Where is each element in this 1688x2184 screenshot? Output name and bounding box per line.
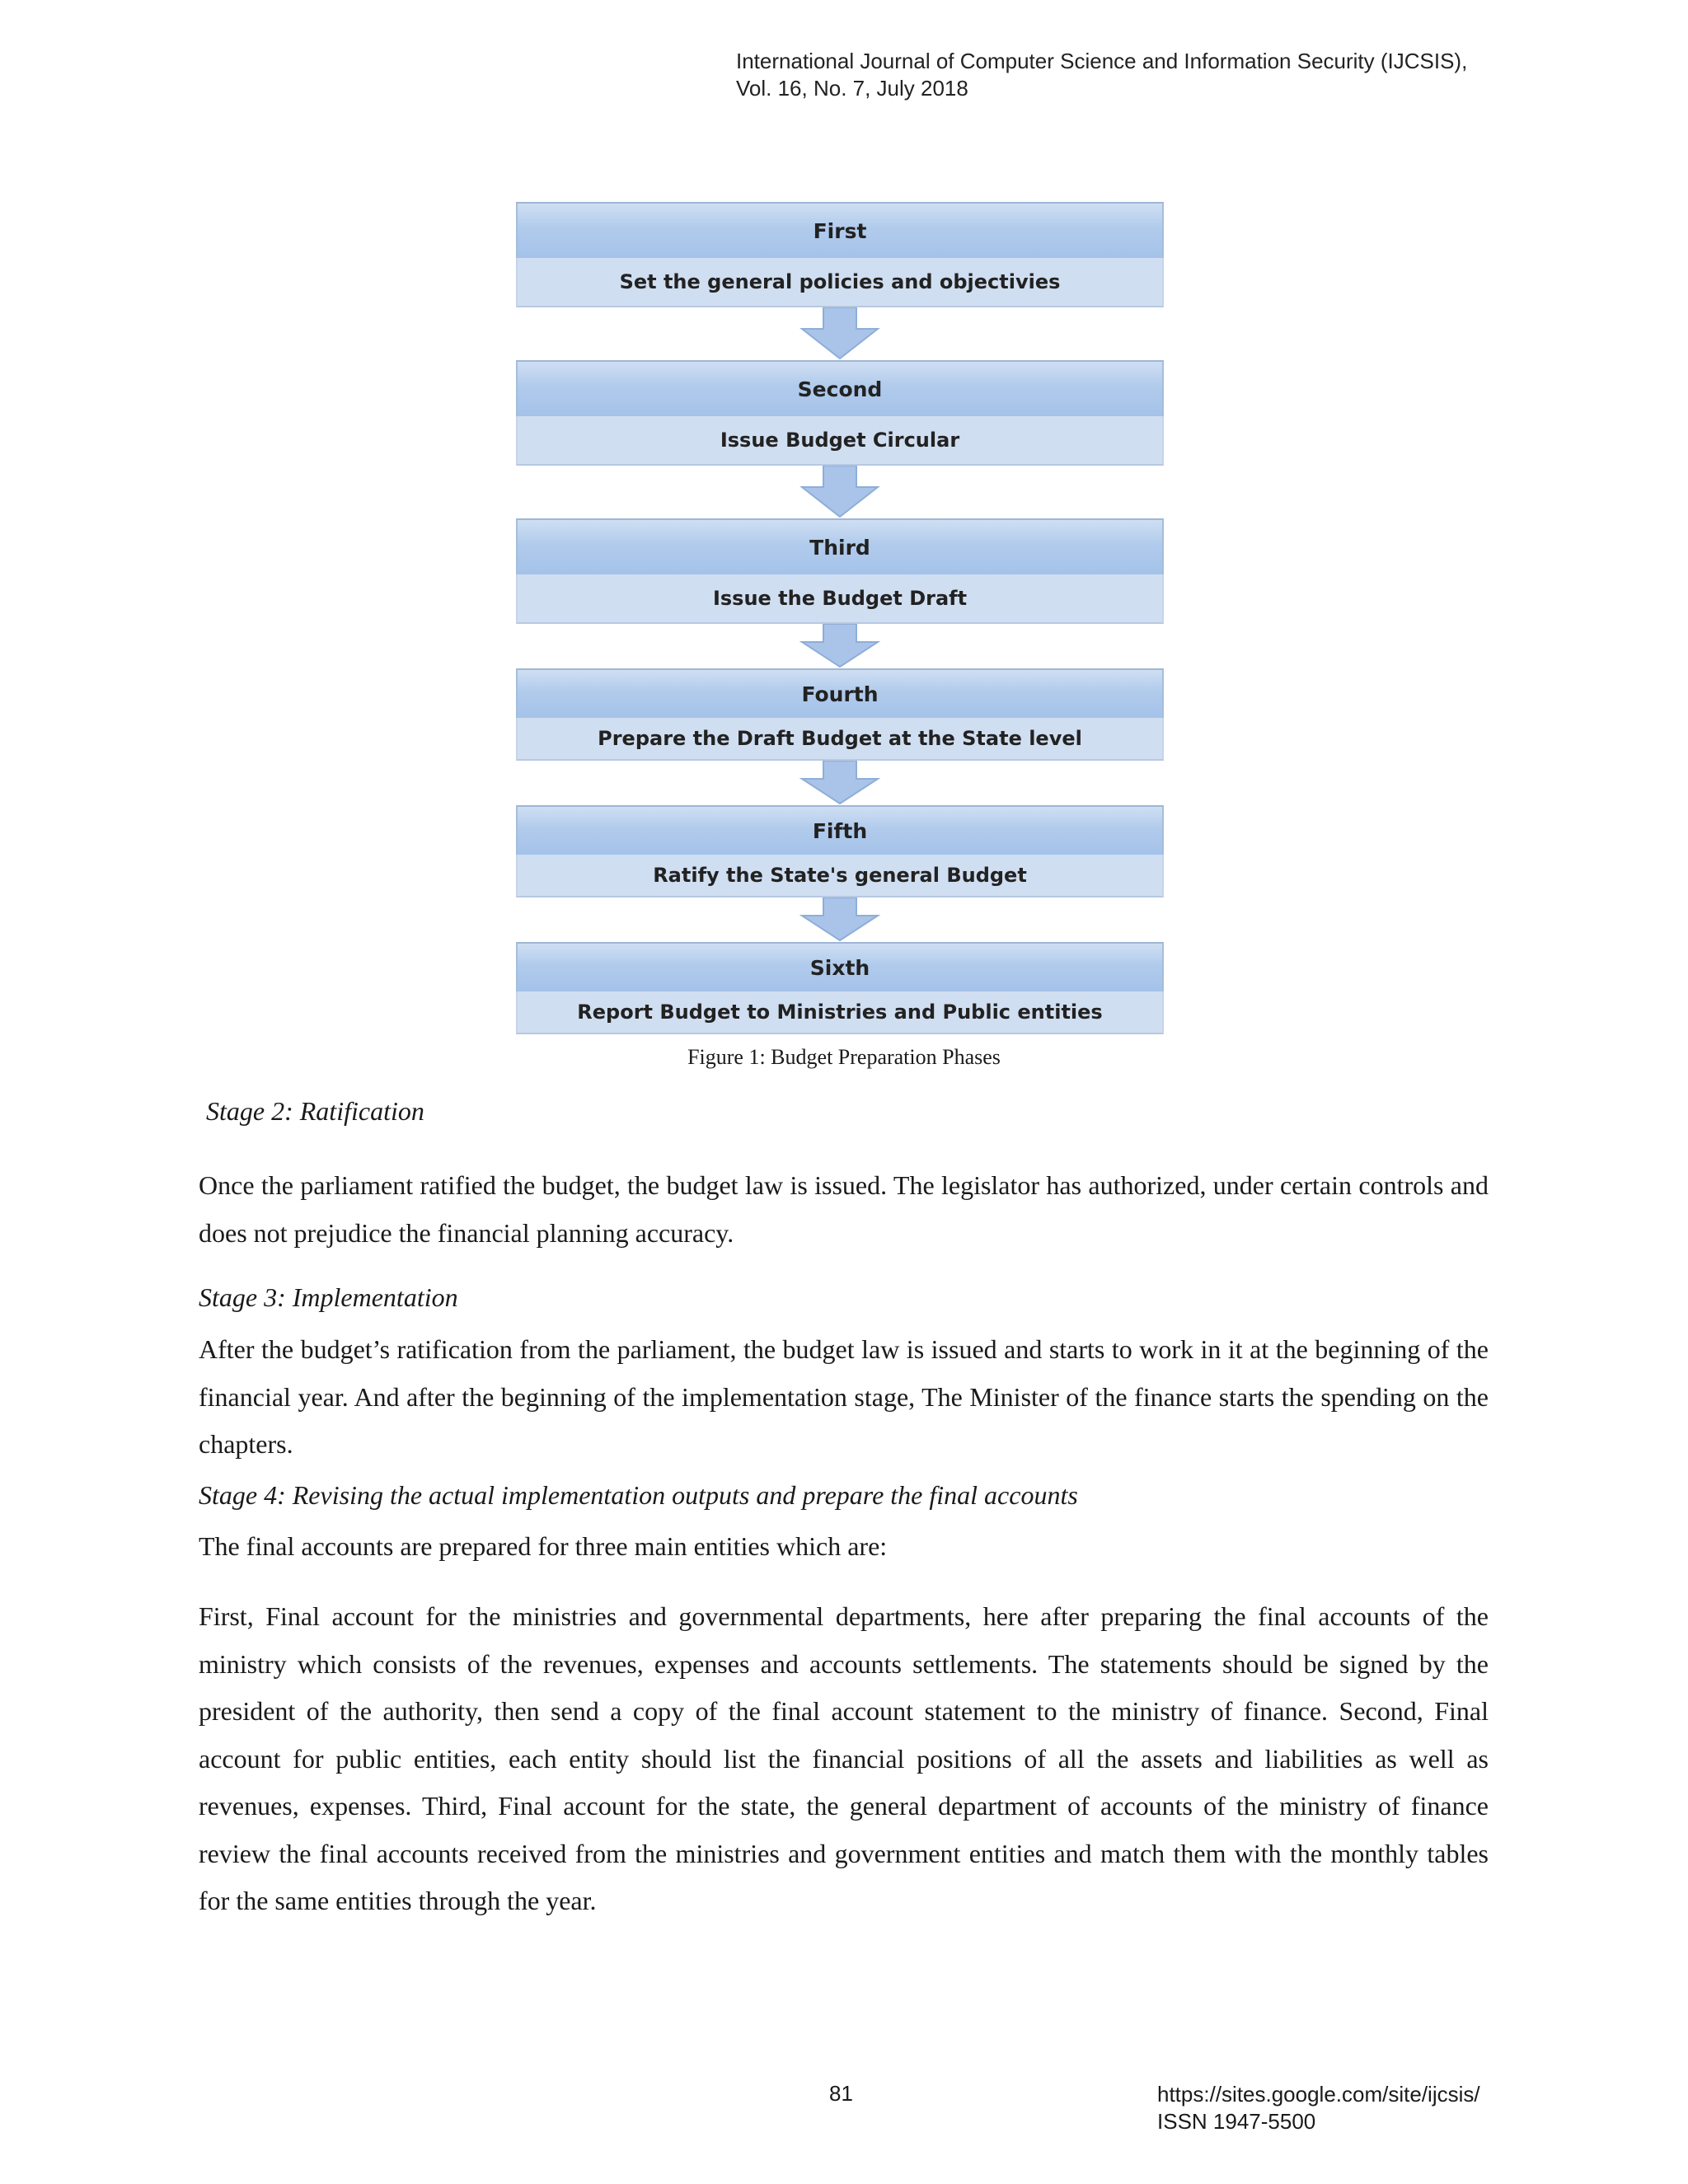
phase-description: Set the general policies and objectivies bbox=[516, 258, 1164, 307]
phase-step-third bbox=[516, 518, 1164, 624]
phase-ordinal: Fourth bbox=[516, 668, 1164, 718]
phase-step-fourth bbox=[516, 668, 1164, 761]
journal-title: International Journal of Computer Science and Information Security (IJCSIS), bbox=[736, 49, 1468, 73]
phase-step-sixth bbox=[516, 942, 1164, 1034]
footer-url: https://sites.google.com/site/ijcsis/ bbox=[1157, 2082, 1480, 2107]
down-arrow-icon bbox=[516, 761, 1164, 805]
phase-description: Ratify the State's general Budget bbox=[516, 855, 1164, 898]
phase-step-first bbox=[516, 202, 1164, 307]
stage2-heading: Stage 2: Ratification bbox=[206, 1096, 424, 1126]
stage4-paragraph: First, Final account for the ministries and governmental departments, here after preparing the final accounts of the ministry which consists of the revenues, expenses and accounts settlements. The statements should be signed by the president of the authority, then send a copy of the final account statement to the ministry of finance. Second, Final account for public entities, each entity should list the financial positions of all the assets and liabilities as well as revenues, expenses. Third, Final account for the state, the general department of accounts of the ministry of finance review the final accounts received from the ministries and government entities and match them with the monthly tables for the same entities through the year. bbox=[199, 1601, 1489, 1915]
stage2-paragraph: Once the parliament ratified the budget, the budget law is issued. The legislator has authorized, under certain controls and does not prejudice the financial planning accuracy. bbox=[199, 1170, 1489, 1248]
down-arrow-icon bbox=[516, 624, 1164, 668]
phase-ordinal: Second bbox=[516, 360, 1164, 416]
footer-info bbox=[1157, 2081, 1480, 2135]
journal-volume: Vol. 16, No. 7, July 2018 bbox=[736, 76, 968, 101]
down-arrow-icon bbox=[516, 307, 1164, 360]
phase-description: Issue the Budget Draft bbox=[516, 574, 1164, 624]
budget-phases-diagram bbox=[516, 202, 1164, 1034]
stage3-heading: Stage 3: Implementation bbox=[199, 1282, 458, 1312]
phase-ordinal: Third bbox=[516, 518, 1164, 574]
stage3-paragraph: After the budget’s ratification from the parliament, the budget law is issued and starts to work in it at the beginning of the financial year. And after the beginning of the implementation stage, The Minister of the finance starts the spending on the chapters. bbox=[199, 1334, 1489, 1459]
down-arrow-icon bbox=[516, 898, 1164, 942]
footer-issn: ISSN 1947-5500 bbox=[1157, 2109, 1316, 2134]
down-arrow-icon bbox=[516, 466, 1164, 518]
phase-description: Issue Budget Circular bbox=[516, 416, 1164, 466]
page-number: 81 bbox=[829, 2081, 853, 2106]
phase-ordinal: Sixth bbox=[516, 942, 1164, 991]
phase-description: Prepare the Draft Budget at the State level bbox=[516, 718, 1164, 761]
phase-ordinal: Fifth bbox=[516, 805, 1164, 855]
journal-header bbox=[736, 48, 1467, 102]
phase-step-second bbox=[516, 360, 1164, 466]
phase-step-fifth bbox=[516, 805, 1164, 898]
phase-ordinal: First bbox=[516, 202, 1164, 258]
stage4-intro: The final accounts are prepared for three main entities which are: bbox=[199, 1531, 888, 1561]
figure-caption: Figure 1: Budget Preparation Phases bbox=[687, 1045, 1001, 1069]
phase-description: Report Budget to Ministries and Public entities bbox=[516, 991, 1164, 1034]
stage4-heading: Stage 4: Revising the actual implementation outputs and prepare the final accounts bbox=[199, 1480, 1078, 1510]
